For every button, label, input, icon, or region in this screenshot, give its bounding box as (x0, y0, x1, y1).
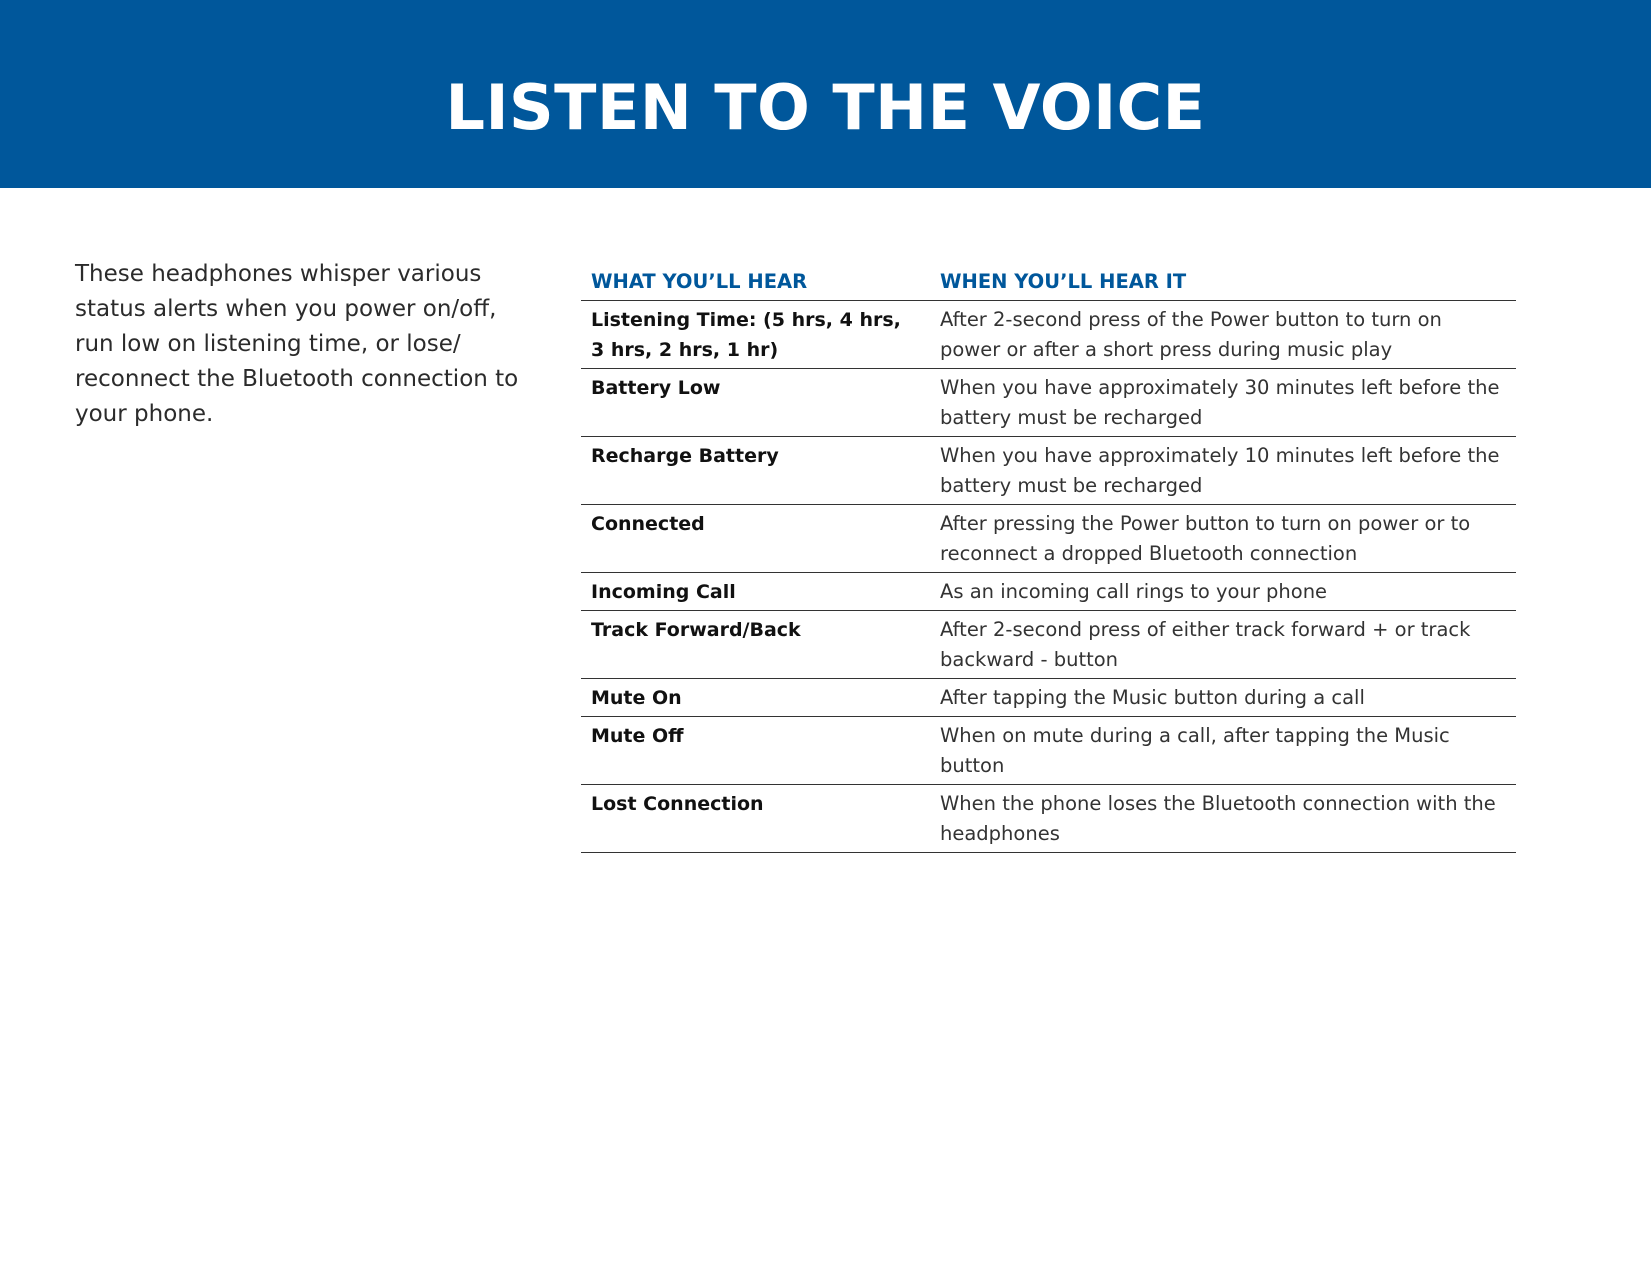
alert-name: Connected (581, 505, 930, 573)
alert-name: Battery Low (581, 369, 930, 437)
alert-trigger: After pressing the Power button to turn on power or to reconnect a dropped Bluetooth connection (930, 505, 1516, 573)
page-title: LISTEN TO THE VOICE (445, 71, 1206, 144)
table-row (581, 611, 1516, 679)
table-row (581, 369, 1516, 437)
table-row (581, 301, 1516, 369)
alert-name: Mute Off (581, 717, 930, 785)
alert-name: Listening Time: (5 hrs, 4 hrs, 3 hrs, 2 hrs, 1 hr) (581, 301, 930, 369)
alert-trigger: When the phone loses the Bluetooth connection with the headphones (930, 785, 1516, 853)
table-row (581, 573, 1516, 611)
alert-trigger: When you have approximately 10 minutes left before the battery must be recharged (930, 437, 1516, 505)
alert-name: Incoming Call (581, 573, 930, 611)
column-header-what: WHAT YOU’LL HEAR (581, 264, 930, 301)
column-header-when: WHEN YOU’LL HEAR IT (930, 264, 1516, 301)
alert-trigger: After 2-second press of either track forward + or track backward - button (930, 611, 1516, 679)
table-row (581, 717, 1516, 785)
alert-name: Recharge Battery (581, 437, 930, 505)
voice-alerts-table (581, 264, 1516, 853)
alert-name: Track Forward/Back (581, 611, 930, 679)
alert-trigger: When you have approximately 30 minutes left before the battery must be recharged (930, 369, 1516, 437)
table-row (581, 505, 1516, 573)
table-header-row (581, 264, 1516, 301)
intro-paragraph: These headphones whisper various status alerts when you power on/off, run low on listening time, or lose/ reconnect the Bluetooth connection to your phone. (75, 261, 519, 427)
alert-trigger: After tapping the Music button during a call (930, 679, 1516, 717)
table-row (581, 437, 1516, 505)
table-row (581, 785, 1516, 853)
alert-trigger: When on mute during a call, after tapping the Music button (930, 717, 1516, 785)
table-row (581, 679, 1516, 717)
alert-trigger: After 2-second press of the Power button to turn on power or after a short press during music play (930, 301, 1516, 369)
alert-name: Lost Connection (581, 785, 930, 853)
alert-name: Mute On (581, 679, 930, 717)
alert-trigger: As an incoming call rings to your phone (930, 573, 1516, 611)
